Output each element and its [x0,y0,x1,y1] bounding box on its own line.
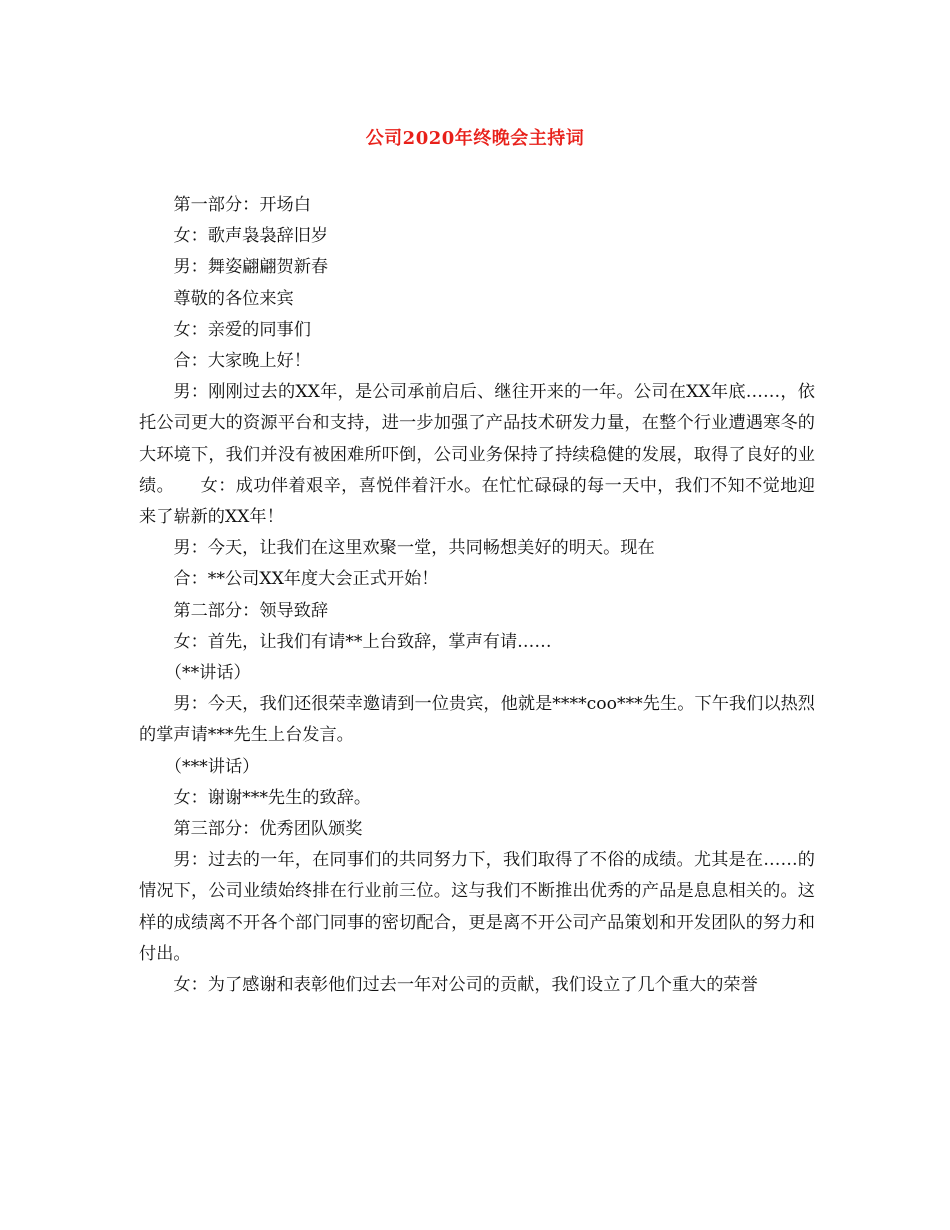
script-line: 女：首先，让我们有请**上台致辞，掌声有请…… [173,631,552,652]
script-line: 尊敬的各位来宾 [173,288,294,309]
script-paragraph: 男：刚刚过去的XX年，是公司承前启后、继往开来的一年。公司在XX年底……，依托公司更大的资源平台和支持，进一步加强了产品技术研发力量，在整个行业遭遇寒冬的大环境下，我们并没有被困难所吓倒，公司业务保持了持续稳健的发展，取得了良好的业绩。 女：成功伴着艰辛，喜悦伴着汗水。在忙忙碌碌的每一天中，我们不知不觉地迎来了崭新的XX年！ [139,382,815,528]
script-line: 男：今天，让我们在这里欢聚一堂，共同畅想美好的明天。现在 [173,538,655,559]
section-heading: 第二部分：领导致辞 [173,600,329,621]
script-line: 女：亲爱的同事们 [173,319,311,340]
script-paragraph: 男：过去的一年，在同事们的共同努力下，我们取得了不俗的成绩。尤其是在……的情况下，公司业绩始终排在行业前三位。这与我们不断推出优秀的产品是息息相关的。这样的成绩离不开各个部门同事的密切配合，更是离不开公司产品策划和开发团队的努力和付出。 [139,850,815,964]
script-line: 男：舞姿翩翩贺新春 [173,257,329,278]
script-line: 合：大家晚上好！ [173,351,311,372]
script-paragraph: 男：今天，我们还很荣幸邀请到一位贵宾，他就是****coo***先生。下午我们以热烈的掌声请***先生上台发言。 [139,694,815,746]
script-line: 合：**公司XX年度大会正式开始！ [173,569,439,590]
document-title: 公司2020年终晚会主持词 [365,128,585,149]
stage-direction: （***讲话） [164,756,260,777]
script-line: 女：谢谢***先生的致辞。 [173,787,372,808]
section-heading: 第三部分：优秀团队颁奖 [173,819,363,840]
script-paragraph: 女：为了感谢和表彰他们过去一年对公司的贡献，我们设立了几个重大的荣誉 [173,975,758,996]
stage-direction: （**讲话） [164,663,251,684]
section-heading: 第一部分：开场白 [173,195,311,215]
script-line: 女：歌声袅袅辞旧岁 [173,226,329,247]
document-body [139,190,815,1001]
